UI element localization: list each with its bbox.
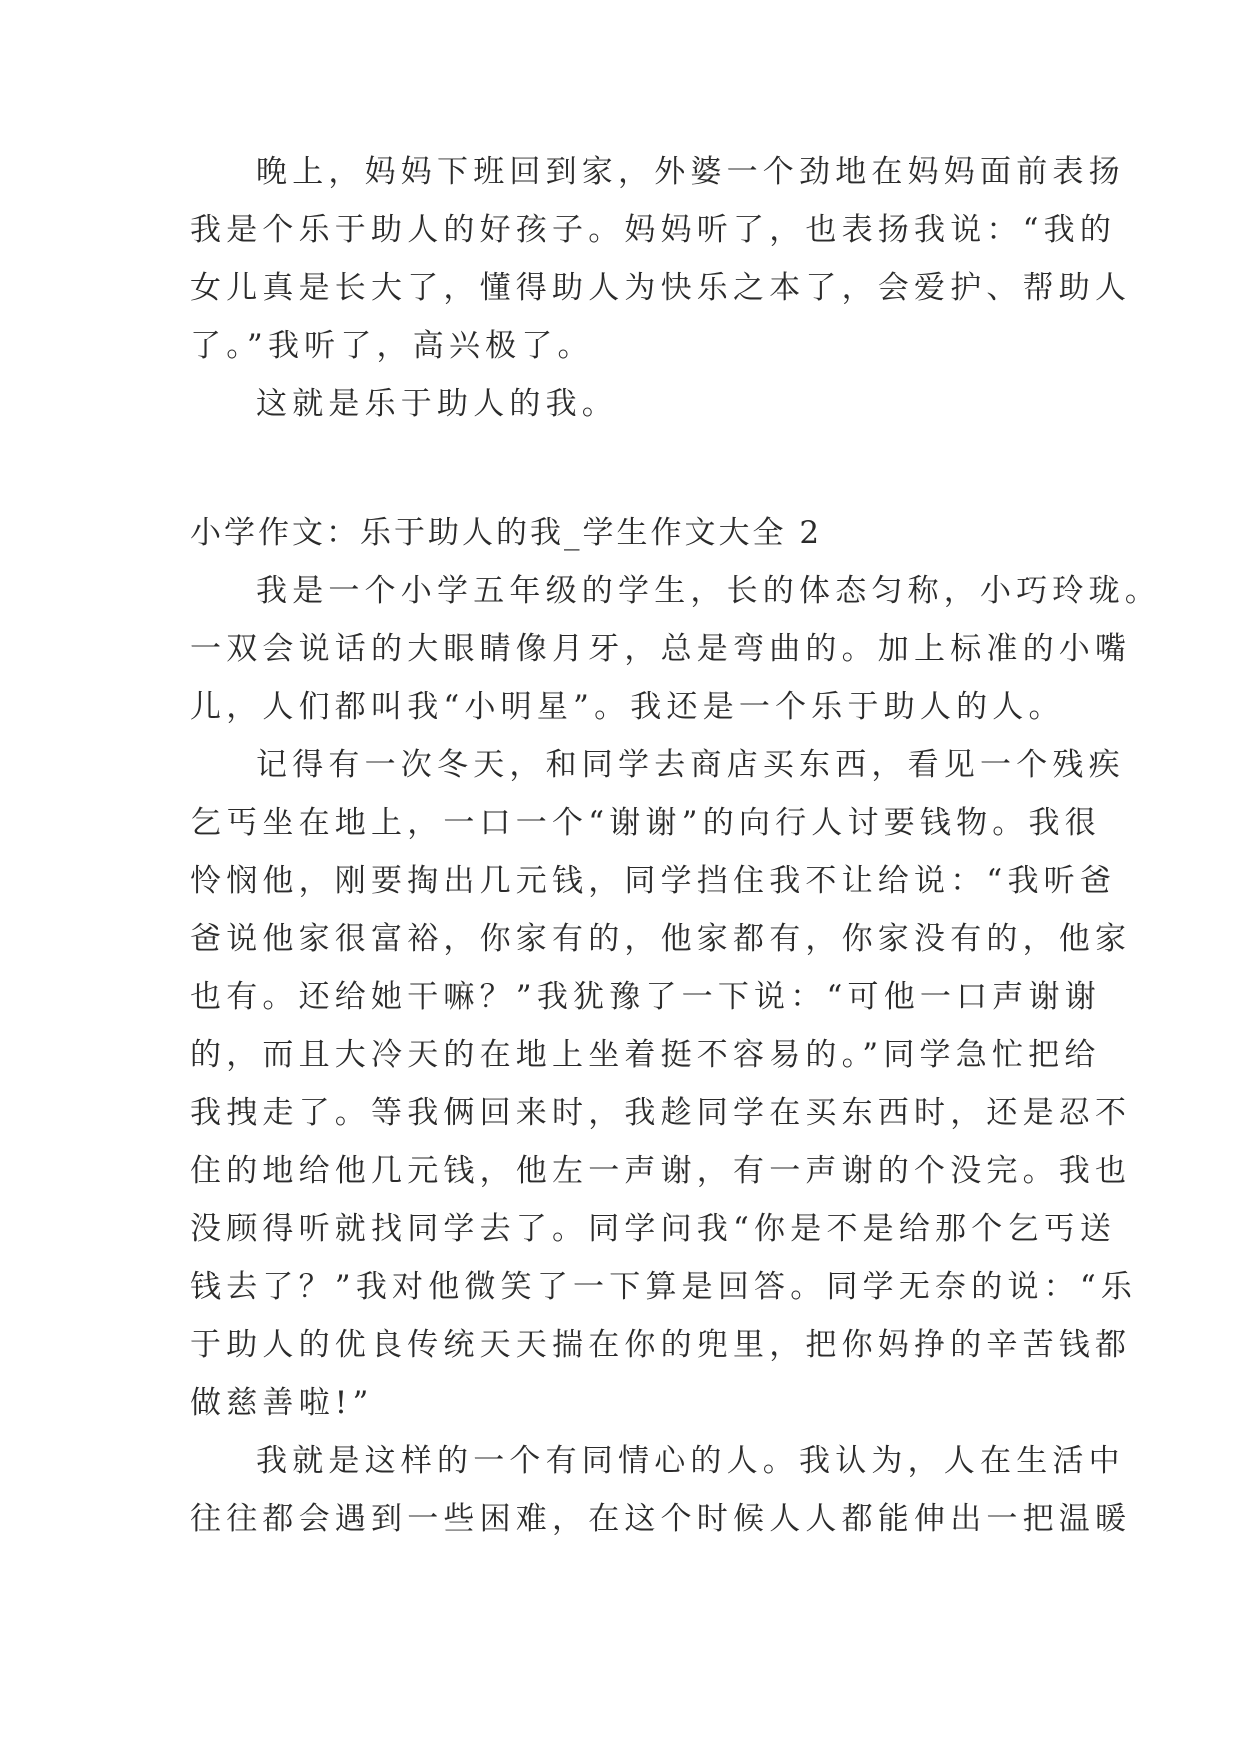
paragraph-line: 儿，人们都叫我“小明星”。我还是一个乐于助人的人。 (190, 689, 1065, 725)
paragraph-line: 我是一个小学五年级的学生，长的体态匀称，小巧玲珑。 (256, 573, 1161, 609)
paragraph-line: 住的地给他几元钱，他左一声谢，有一声谢的个没完。我也 (190, 1153, 1132, 1189)
paragraph-line: 爸说他家很富裕，你家有的，他家都有，你家没有的，他家 (190, 921, 1132, 957)
paragraph-line: 乞丐坐在地上，一口一个“谢谢”的向行人讨要钱物。我很 (190, 805, 1101, 841)
paragraph-line: 我拽走了。等我俩回来时，我趁同学在买东西时，还是忍不 (190, 1095, 1132, 1131)
paragraph-line: 我就是这样的一个有同情心的人。我认为，人在生活中 (256, 1443, 1125, 1479)
paragraph-line: 我是个乐于助人的好孩子。妈妈听了，也表扬我说：“我的 (190, 212, 1117, 248)
paragraph-line: 了。”我听了，高兴极了。 (190, 328, 594, 364)
paragraph-line: 于助人的优良传统天天揣在你的兜里，把你妈挣的辛苦钱都 (190, 1327, 1132, 1363)
section-heading: 小学作文：乐于助人的我_学生作文大全 2 (190, 515, 823, 551)
paragraph-line: 往往都会遇到一些困难，在这个时候人人都能伸出一把温暖 (190, 1501, 1132, 1537)
paragraph-line: 怜悯他，刚要掏出几元钱，同学挡住我不让给说：“我听爸 (190, 863, 1117, 899)
paragraph-line: 晚上，妈妈下班回到家，外婆一个劲地在妈妈面前表扬 (256, 154, 1125, 190)
paragraph-line: 一双会说话的大眼睛像月牙，总是弯曲的。加上标准的小嘴 (190, 631, 1132, 667)
paragraph-line: 这就是乐于助人的我。 (256, 386, 618, 422)
paragraph-line: 女儿真是长大了，懂得助人为快乐之本了，会爱护、帮助人 (190, 270, 1132, 306)
paragraph-line: 做慈善啦!” (190, 1385, 374, 1421)
paragraph-line: 钱去了？”我对他微笑了一下算是回答。同学无奈的说：“乐 (190, 1269, 1138, 1305)
paragraph-line: 记得有一次冬天，和同学去商店买东西，看见一个残疾 (256, 747, 1125, 783)
paragraph-line: 也有。还给她干嘛？”我犹豫了一下说：“可他一口声谢谢 (190, 979, 1101, 1015)
paragraph-line: 没顾得听就找同学去了。同学问我“你是不是给那个乞丐送 (190, 1211, 1117, 1247)
paragraph-line: 的，而且大冷天的在地上坐着挺不容易的。”同学急忙把给 (190, 1037, 1101, 1073)
